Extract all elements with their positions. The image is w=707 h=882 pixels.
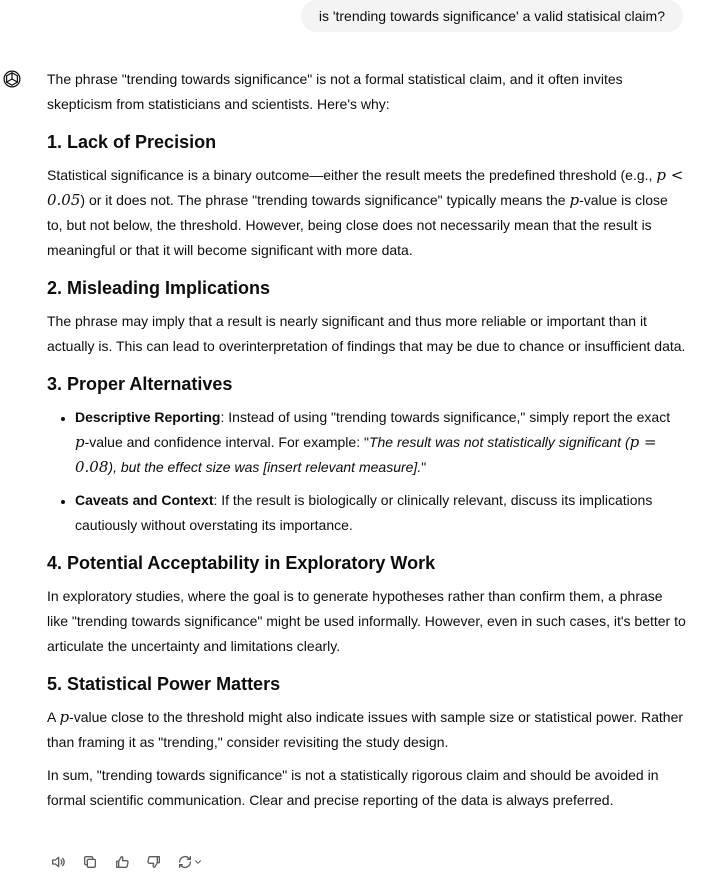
assistant-avatar	[2, 69, 22, 89]
copy-icon	[82, 854, 98, 870]
bad-response-button[interactable]	[143, 851, 165, 873]
summary-paragraph: In sum, "trending towards significance" is not a statistically rigorous claim and should be avoided in formal scientific communication. Clear and precise reporting of the data is always preferred.	[47, 767, 659, 808]
user-message-bubble	[301, 0, 683, 32]
heading-lack-of-precision: 1. Lack of Precision	[47, 132, 217, 152]
paragraph-lack-of-precision: Statistical significance is a binary outcome—either the result meets the predefined threshold (e.g., p < 0.05) or it does not. The phrase "trending towards significance" typically means the p-value is close to, but not below, the threshold. However, being close does not necessarily mean that the result is meaningful or that it will become significant with more data.	[47, 166, 684, 258]
regenerate-icon	[177, 854, 193, 870]
read-aloud-button[interactable]	[47, 851, 69, 873]
heading-statistical-power: 5. Statistical Power Matters	[47, 674, 281, 694]
message-actions-toolbar	[47, 851, 205, 873]
list-item: • Descriptive Reporting: Instead of using "trending towards significance," simply report the exact p-value and confidence interval. For example: "The result was not statistically significant (p = 0.08), but the effect size was [insert relevant measure]."	[75, 405, 687, 480]
chevron-down-icon	[193, 857, 203, 867]
math-p: p	[569, 191, 580, 209]
speaker-icon	[50, 854, 66, 870]
copy-button[interactable]	[79, 851, 101, 873]
openai-logo-icon	[2, 69, 22, 89]
heading-exploratory-work: 4. Potential Acceptability in Exploratory Work	[47, 553, 436, 573]
paragraph-misleading-implications: The phrase may imply that a result is nearly significant and thus more reliable or important than it actually is. This can lead to overinterpretation of findings that may be due to chance or insufficient data.	[47, 313, 686, 354]
regenerate-button[interactable]	[175, 851, 205, 873]
intro-paragraph: The phrase "trending towards significance" is not a formal statistical claim, and it often invites skepticism from statisticians and scientists. Here's why:	[47, 71, 623, 112]
thumbs-down-icon	[146, 854, 162, 870]
user-message-text: is 'trending towards significance' a valid statisical claim?	[318, 8, 665, 24]
math-expression: p < 0.05	[47, 166, 684, 209]
good-response-button[interactable]	[111, 851, 133, 873]
heading-misleading-implications: 2. Misleading Implications	[47, 278, 271, 298]
thumbs-up-icon	[114, 854, 130, 870]
assistant-message	[47, 67, 687, 821]
list-item: • Caveats and Context: If the result is biologically or clinically relevant, discuss its implications cautiously without overstating its importance.	[75, 488, 687, 538]
heading-proper-alternatives: 3. Proper Alternatives	[47, 374, 233, 394]
paragraph-exploratory-work: In exploratory studies, where the goal is to generate hypotheses rather than confirm them, a phrase like "trending towards significance" might be used informally. However, even in such cases, it's better to articulate the uncertainty and limitations clearly.	[47, 588, 686, 654]
alternatives-list	[47, 405, 687, 538]
paragraph-statistical-power: A p-value close to the threshold might also indicate issues with sample size or statistical power. Rather than framing it as "trending," consider revisiting the study design.	[47, 708, 684, 750]
